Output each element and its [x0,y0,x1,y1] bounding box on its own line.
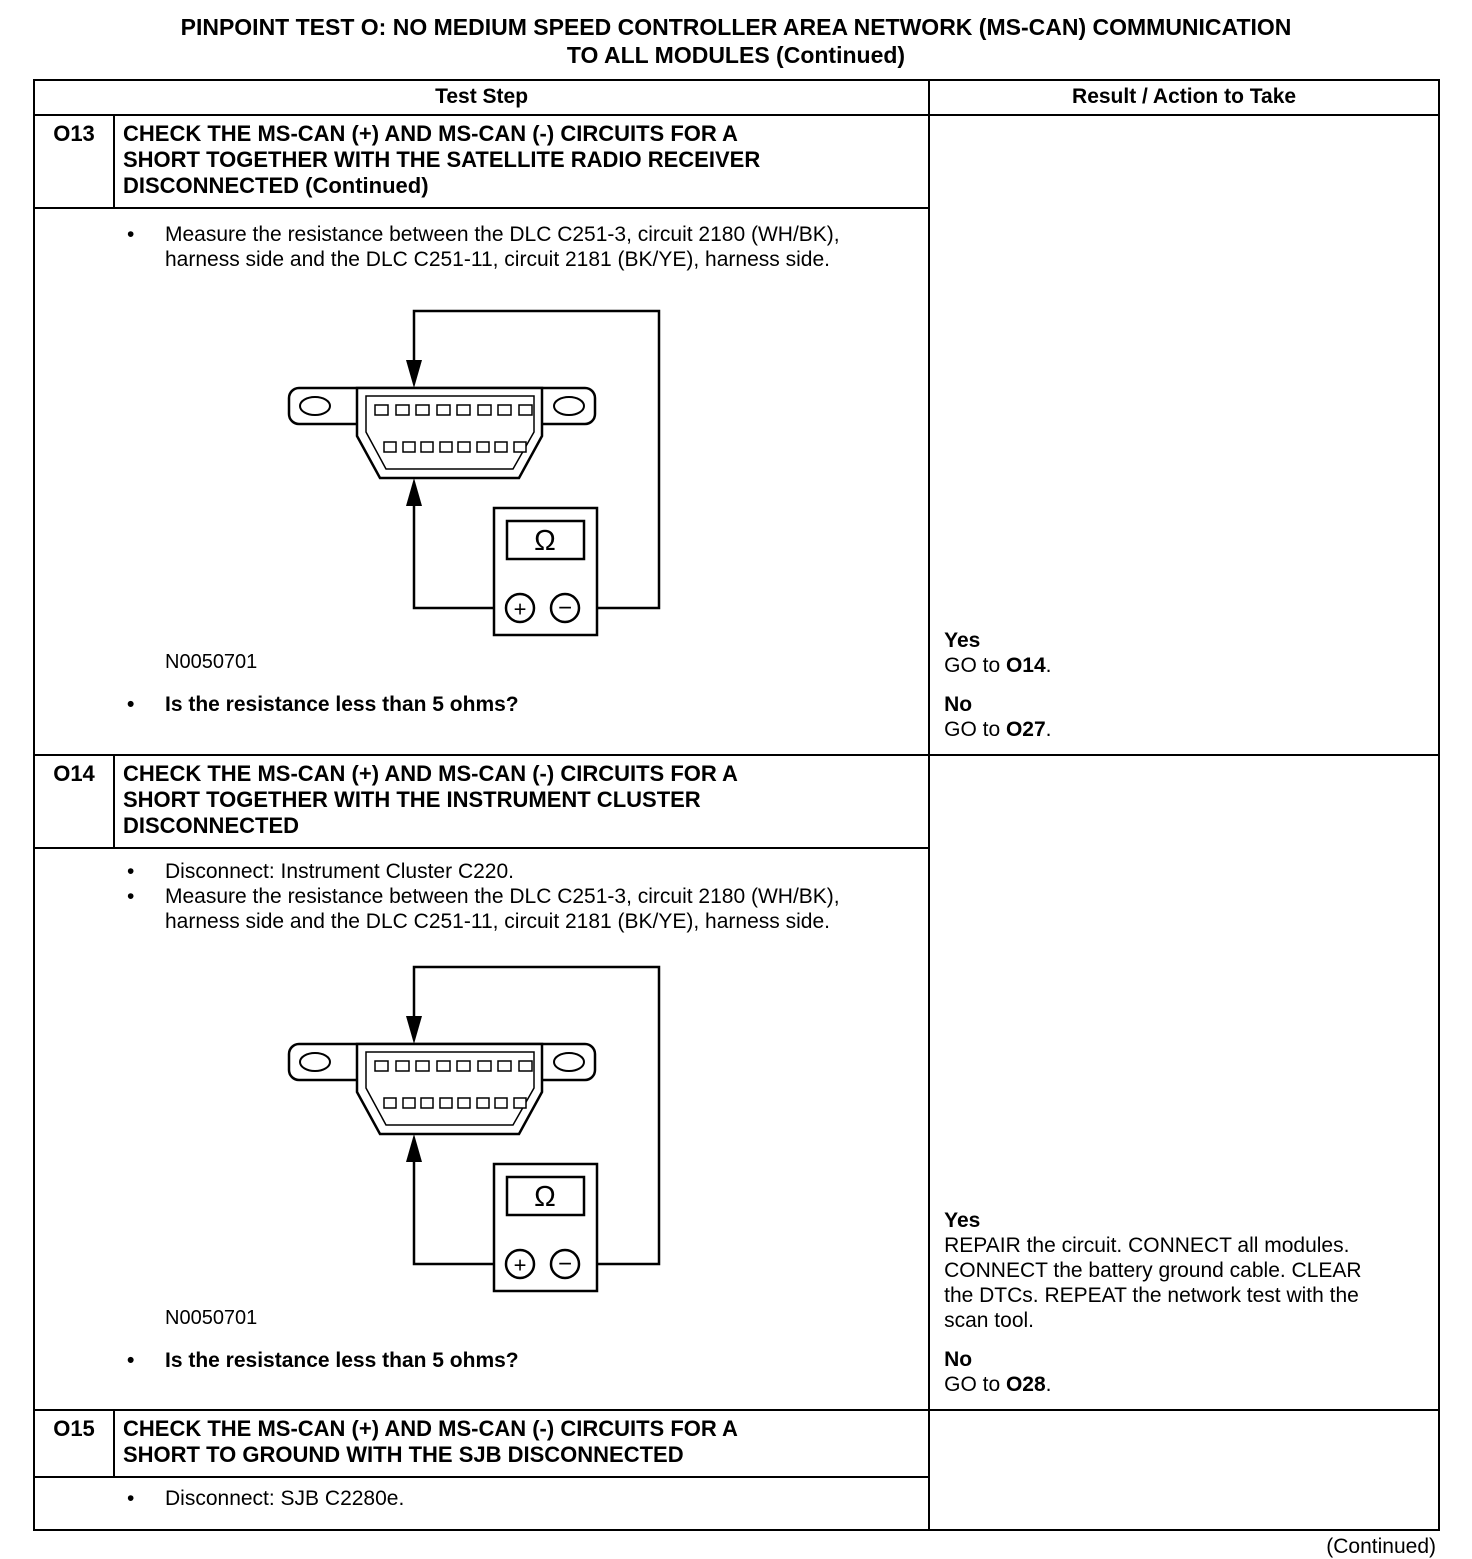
result-action: GO to O14. [944,654,1052,677]
column-header-test-step: Test Step [35,81,930,114]
figure-label: N0050701 [165,651,258,673]
step-question: • Is the resistance less than 5 ohms? [35,692,928,717]
test-step-cell [35,756,930,1409]
pinpoint-test-table [33,79,1440,1531]
result-block-no [944,1347,1363,1397]
page-title [0,0,1472,69]
step-body [35,1478,928,1529]
page-title-line2: TO ALL MODULES (Continued) [566,42,906,68]
step-instructions [35,859,928,934]
step-instructions [35,1486,928,1511]
instruction-item: • Measure the resistance between the DLC C251-3, circuit 2180 (WH/BK), harness side and the DLC C251-11, circuit 2181 (BK/YE), harness side. [35,884,928,934]
result-action: GO to O27. [944,718,1052,741]
test-step-row-o14 [35,756,1438,1411]
step-body [35,849,928,1409]
step-body [35,209,928,754]
test-step-cell [35,116,930,754]
step-title: CHECK THE MS-CAN (+) AND MS-CAN (-) CIRCUITS FOR A SHORT TO GROUND WITH THE SJB DISCONNECTED [123,1416,738,1467]
dlc-ohmmeter-illustration [287,964,665,1298]
step-id: O14 [35,756,115,847]
table-header-row [35,81,1438,116]
result-cell [930,116,1438,754]
result-cell [930,756,1438,1409]
continued-note: (Continued) [1326,1535,1436,1558]
result-block-yes [944,628,1363,678]
instruction-item: • Measure the resistance between the DLC C251-3, circuit 2180 (WH/BK), harness side and the DLC C251-11, circuit 2181 (BK/YE), harness side. [35,222,928,272]
test-step-row-o13 [35,116,1438,756]
step-id: O13 [35,116,115,207]
result-answer: No [944,693,973,716]
step-title: CHECK THE MS-CAN (+) AND MS-CAN (-) CIRCUITS FOR A SHORT TOGETHER WITH THE SATELLITE RADIO RECEIVER DISCONNECTED (Continued) [123,121,761,198]
result-answer: No [944,1348,973,1371]
result-action: GO to O28. [944,1373,1052,1396]
result-block-yes [944,1208,1363,1333]
step-id: O15 [35,1411,115,1476]
result-cell [930,1411,1438,1529]
dlc-ohmmeter-illustration [287,308,665,642]
figure-label: N0050701 [165,1307,258,1329]
dlc-ohmmeter-figure [287,964,665,1298]
result-block-no [944,692,1363,742]
step-title: CHECK THE MS-CAN (+) AND MS-CAN (-) CIRCUITS FOR A SHORT TOGETHER WITH THE INSTRUMENT CLUSTER DISCONNECTED [123,761,738,838]
column-header-result: Result / Action to Take [1072,85,1297,108]
step-question: • Is the resistance less than 5 ohms? [35,1348,928,1373]
page-title-line1: PINPOINT TEST O: NO MEDIUM SPEED CONTROLLER AREA NETWORK (MS-CAN) COMMUNICATION [180,14,1292,40]
step-header [35,116,928,209]
result-answer: Yes [944,629,981,652]
result-answer: Yes [944,1209,981,1232]
step-header [35,1411,928,1478]
test-step-row-o15 [35,1411,1438,1529]
instruction-item: • Disconnect: Instrument Cluster C220. [35,859,928,884]
result-action: REPAIR the circuit. CONNECT all modules. CONNECT the battery ground cable. CLEAR the DTCs. REPEAT the network test with the scan tool. [944,1234,1362,1332]
dlc-ohmmeter-figure [287,308,665,642]
step-header [35,756,928,849]
instruction-item: • Disconnect: SJB C2280e. [35,1486,928,1511]
test-step-cell [35,1411,930,1529]
step-instructions [35,222,928,272]
